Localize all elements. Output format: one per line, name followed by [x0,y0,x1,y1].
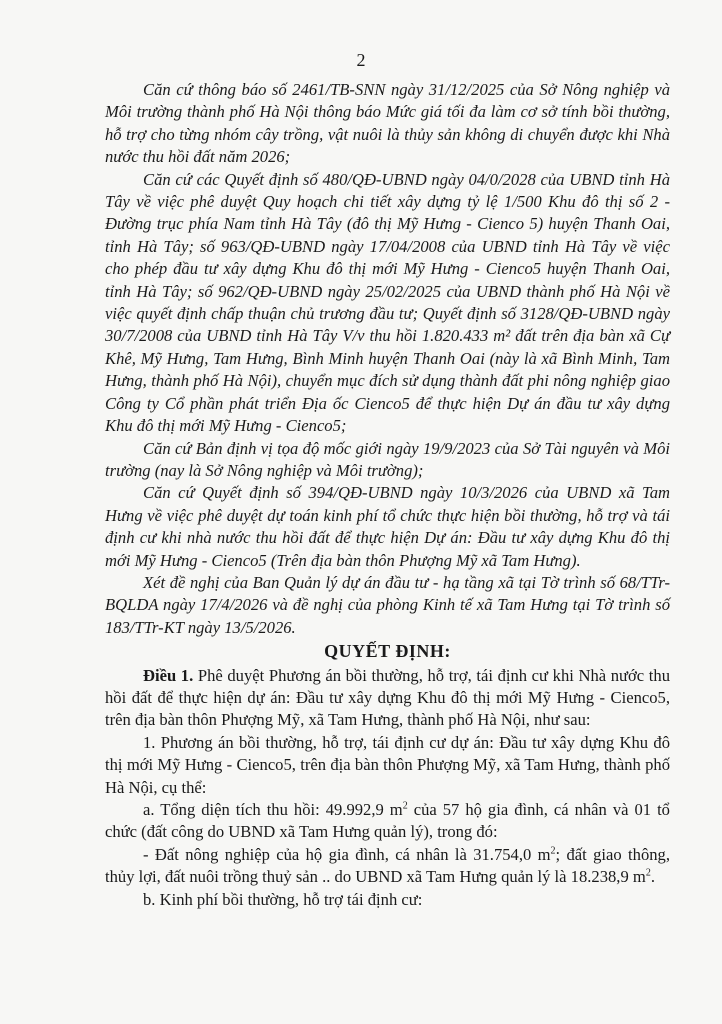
article-1-text: Phê duyệt Phương án bồi thường, hỗ trợ, tái định cư khi Nhà nước thu hồi đất để thực hiện dự án: Đầu tư xây dựng Khu đô thị mới Mỹ Hưng - Cienco5, trên địa bàn thôn Phượng Mỹ, xã Tam Hưng, thành phố Hà Nội, như sau: [105,665,670,730]
item-a-text-end: của 57 hộ gia đình, cá nhân và 01 tổ chức (đất công do UBND xã Tam Hưng quản lý), trong đó: [105,800,670,842]
item-1-paragraph: 1. Phương án bồi thường, hỗ trợ, tái định cư dự án: Đầu tư xây dựng Khu đô thị mới Mỹ Hưng - Cienco5, trên địa bàn thôn Phượng Mỹ, xã Tam Hưng, thành phố Hà Nội, cụ thể: [105,732,670,797]
item-dash-paragraph [105,844,670,889]
item-dash-superscript-1: 2 [550,845,556,857]
preamble-paragraph-1: Căn cứ thông báo số 2461/TB-SNN ngày 31/12/2025 của Sở Nông nghiệp và Môi trường thành phố Hà Nội thông báo Mức giá tối đa làm cơ sở tính bồi thường, hỗ trợ cho từng nhóm cây trồng, vật nuôi là thủy sản không di chuyển được khi Nhà nước thu hồi đất năm 2026; [105,80,670,167]
item-dash-text-1: - Đất nông nghiệp của hộ gia đình, cá nhân là 31.754,0 m [143,844,551,864]
item-a-paragraph [105,799,670,844]
item-dash-superscript-2: 2 [645,867,651,879]
decision-title: QUYẾT ĐỊNH: [324,641,451,662]
preamble-paragraph-3: Căn cứ Bản định vị tọa độ mốc giới ngày 19/9/2023 của Sở Tài nguyên và Môi trường (nay là Sở Nông nghiệp và Môi trường); [105,438,670,480]
article-1-paragraph [105,665,670,732]
preamble-paragraph-2: Căn cứ các Quyết định số 480/QĐ-UBND ngày 04/0/2028 của UBND tỉnh Hà Tây về việc phê duyệt Quy hoạch chi tiết xây dựng tỷ lệ 1/500 Khu đô thị số 2 - Đường trục phía Nam tỉnh Hà Tây (đô thị Mỹ Hưng - Cienco 5) huyện Thanh Oai, tỉnh Hà Tây; số 963/QĐ-UBND ngày 17/04/2008 của UBND tỉnh Hà Tây về việc cho phép đầu tư xây dựng Khu đô thị mới Mỹ Hưng - Cienco5 huyện Thanh Oai, tỉnh Hà Tây; số 962/QĐ-UBND ngày 25/02/2025 của UBND thành phố Hà Nội về việc quyết định chấp thuận chủ trương đầu tư; Quyết định số 3128/QĐ-UBND ngày 30/7/2008 của UBND tỉnh Hà Tây V/v thu hồi 1.820.433 m² đất trên địa bàn xã Cự Khê, Mỹ Hưng, Tam Hưng, Bình Minh huyện Thanh Oai (này là xã Bình Minh, Tam Hưng, thành phố Hà Nội), chuyển mục đích sử dụng thành đất phi nông nghiệp giao Công ty Cổ phần phát triển Địa ốc Cienco5 để thực hiện Dự án đầu tư xây dựng Khu đô thị mới Mỹ Hưng - Cienco5; [105,169,670,436]
item-b-paragraph: b. Kinh phí bồi thường, hỗ trợ tái định cư: [143,889,423,909]
item-dash-text-3: . [650,867,655,887]
preamble-paragraph-5: Xét đề nghị của Ban Quản lý dự án đầu tư - hạ tầng xã tại Tờ trình số 68/TTr-BQLDA ngày 17/4/2026 và đề nghị của phòng Kinh tế xã Tam Hưng tại Tờ trình số 183/TTr-KT ngày 13/5/2026. [105,572,670,637]
document-body [105,79,670,911]
page-number: 2 [356,50,366,70]
preamble-paragraph-4: Căn cứ Quyết định số 394/QĐ-UBND ngày 10/3/2026 của UBND xã Tam Hưng về việc phê duyệt dự toán kinh phí tổ chức thực hiện bồi thường, hỗ trợ và tái định cư khi nhà nước thu hồi đất để thực hiện Dự án: Đầu tư xây dựng Khu đô thị mới Mỹ Hưng - Cienco5 (Trên địa bàn thôn Phượng Mỹ xã Tam Hưng). [105,483,670,570]
item-a-superscript: 2 [402,800,408,812]
item-dash-text-2: ; đất giao thông, thủy lợi, đất nuôi trồng thuỷ sản .. do UBND xã Tam Hưng quản lý là 18.238,9 m [105,844,670,887]
article-1-label: Điều 1. [143,665,194,685]
item-a-text-start: a. Tổng diện tích thu hồi: 49.992,9 m [143,800,403,819]
